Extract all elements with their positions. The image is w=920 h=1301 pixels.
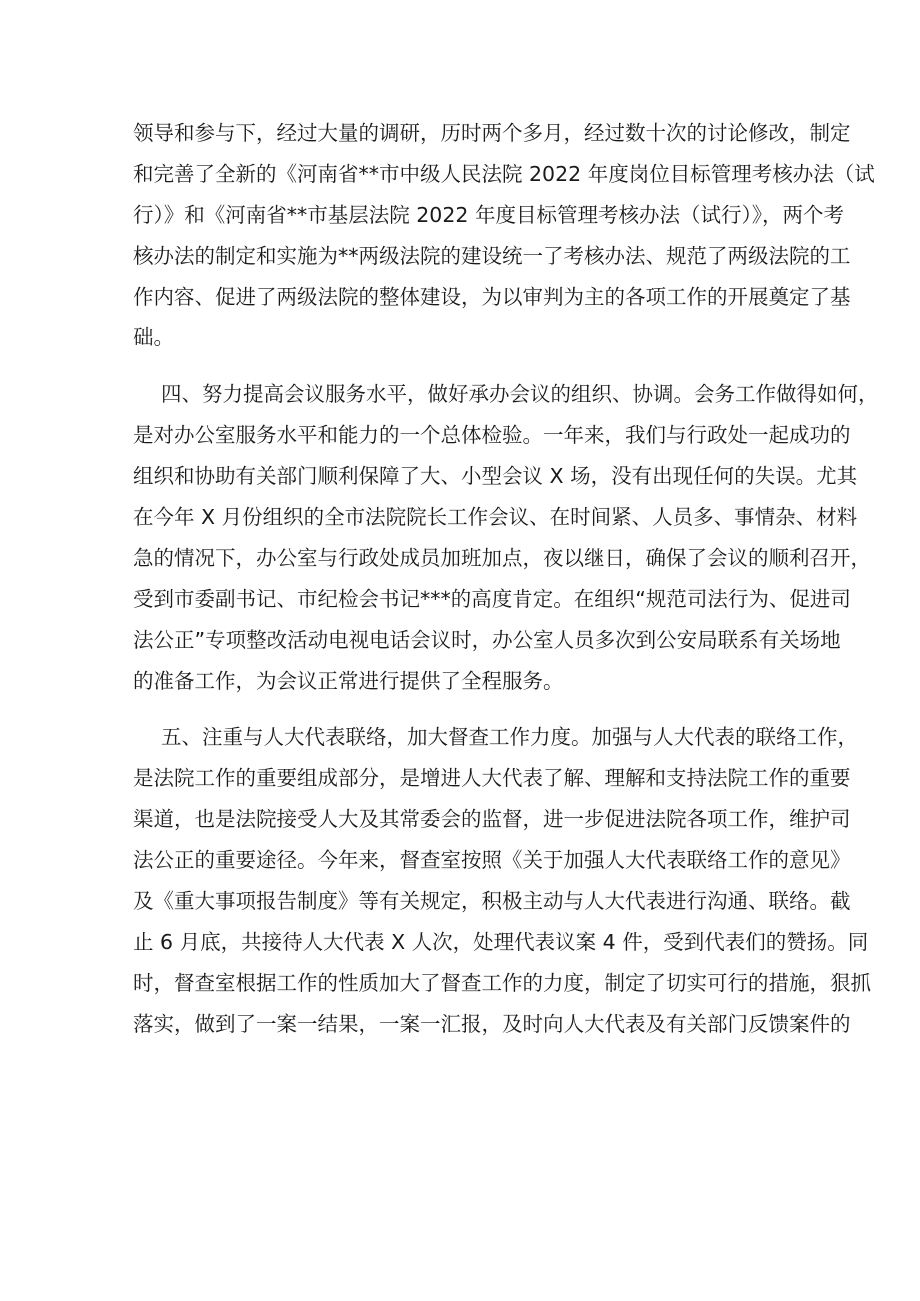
paragraph-1 — [133, 113, 875, 358]
document-body — [133, 113, 879, 1045]
text-line: 础。 — [133, 325, 174, 350]
text-line: 是对办公室服务水平和能力的一个总体检验。一年来，我们与行政处一起成功的 — [133, 423, 851, 448]
text-line: 落实，做到了一案一结果，一案一汇报，及时向人大代表及有关部门反馈案件的 — [133, 1011, 851, 1036]
text-line: 和完善了全新的《河南省**市中级人民法院 2022 年度岗位目标管理考核办法（试 — [133, 161, 875, 186]
text-line: 五、注重与人大代表联络，加大督查工作力度。加强与人大代表的联络工作， — [161, 725, 858, 750]
text-line: 急的情况下，办公室与行政处成员加班加点，夜以继日，确保了会议的顺利召开， — [133, 545, 871, 570]
paragraph-spacer — [133, 701, 795, 717]
paragraph-3 — [133, 717, 871, 1044]
text-line: 在今年 X 月份组织的全市法院院长工作会议、在时间紧、人员多、事情杂、材料 — [133, 505, 858, 530]
text-line: 是法院工作的重要组成部分，是增进人大代表了解、理解和支持法院工作的重要 — [133, 766, 851, 791]
text-line: 作内容、促进了两级法院的整体建设，为以审判为主的各项工作的开展奠定了基 — [133, 284, 851, 309]
paragraph-spacer — [133, 358, 795, 374]
text-line: 受到市委副书记、市纪检会书记***的高度肯定。在组织“规范司法行为、促进司 — [133, 586, 851, 611]
text-line: 行）》和《河南省**市基层法院 2022 年度目标管理考核办法（试行）》，两个考 — [133, 202, 844, 227]
text-line: 法公正”专项整改活动电视电话会议时，办公室人员多次到公安局联系有关场地 — [133, 627, 841, 652]
text-line: 的准备工作，为会议正常进行提供了全程服务。 — [133, 668, 564, 693]
paragraph-2 — [133, 374, 879, 701]
text-line: 法公正的重要途径。今年来，督查室按照《关于加强人大代表联络工作的意见》 — [133, 848, 851, 873]
text-line: 及《重大事项报告制度》等有关规定，积极主动与人大代表进行沟通、联络。截 — [133, 889, 851, 914]
text-line: 四、努力提高会议服务水平，做好承办会议的组织、协调。会务工作做得如何， — [161, 382, 879, 407]
text-line: 渠道，也是法院接受人大及其常委会的监督，进一步促进法院各项工作，维护司 — [133, 807, 851, 832]
text-line: 止 6 月底，共接待人大代表 X 人次，处理代表议案 4 件，受到代表们的赞扬。同 — [133, 929, 869, 954]
text-line: 组织和协助有关部门顺利保障了大、小型会议 X 场，没有出现任何的失误。尤其 — [133, 464, 858, 489]
text-line: 时，督查室根据工作的性质加大了督查工作的力度，制定了切实可行的措施，狠抓 — [133, 970, 871, 995]
text-line: 领导和参与下，经过大量的调研，历时两个多月，经过数十次的讨论修改，制定 — [133, 121, 851, 145]
text-line: 核办法的制定和实施为**两级法院的建设统一了考核办法、规范了两级法院的工 — [133, 243, 851, 268]
